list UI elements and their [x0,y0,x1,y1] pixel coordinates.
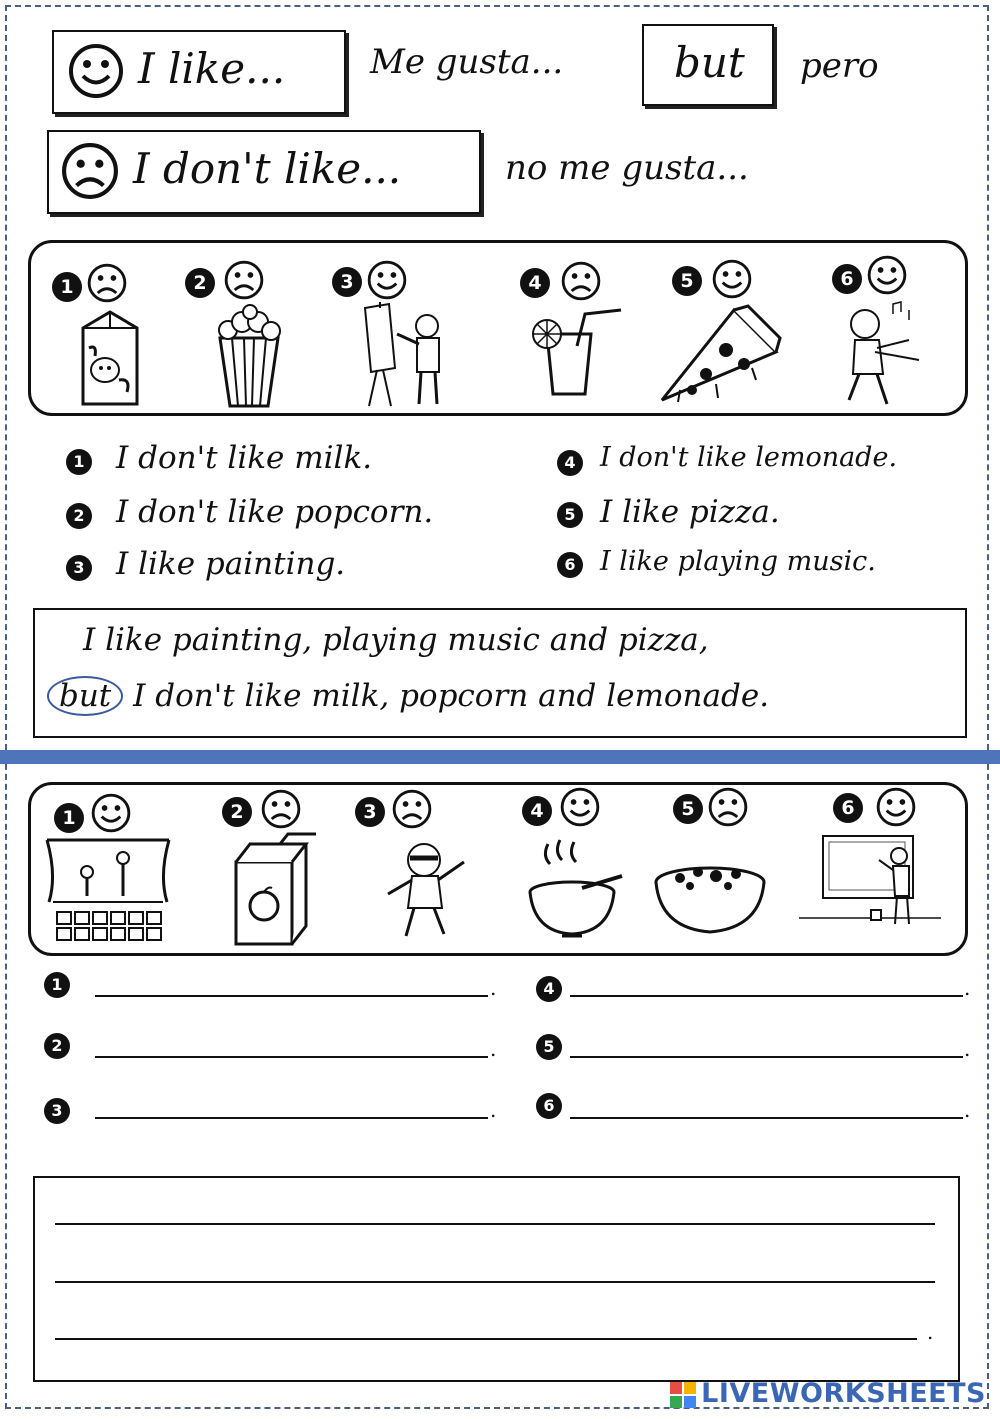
answer-line[interactable] [570,995,963,997]
like-box [52,30,346,114]
liveworksheets-logo [669,1378,986,1409]
item-number: 1 [52,272,82,302]
item-number: 4 [522,796,552,826]
milk-carton-icon [75,308,145,408]
summary-line-1: I like painting, playing music and pizza, [83,622,709,658]
answer-number: 5 [536,1034,562,1060]
like-translation: Me gusta... [370,42,564,82]
happy-face-icon [876,787,916,827]
example-sentence: I don't like popcorn. [116,494,434,530]
answer-line-end: . [490,1037,497,1061]
happy-face-icon [91,793,131,833]
item-number: 5 [672,266,702,296]
but-highlight: but [47,676,123,716]
writing-line[interactable] [55,1223,935,1225]
item-number: 6 [832,264,862,294]
answer-line[interactable] [95,995,488,997]
writing-line[interactable] [55,1281,935,1283]
example-sentence: I like playing music. [600,546,876,577]
answer-line[interactable] [95,1056,488,1058]
sad-face-icon [61,142,119,200]
happy-face-icon [712,259,752,299]
sentence-number: 6 [557,552,583,578]
sentence-number: 4 [557,450,583,476]
answer-number: 3 [44,1098,70,1124]
answer-line-end: . [490,1098,497,1122]
item-number: 3 [355,797,385,827]
happy-face-icon [367,260,407,300]
sad-face-icon [561,261,601,301]
soup-bowl-icon [526,836,626,942]
lemonade-icon [525,306,625,398]
example-panel [28,240,968,416]
happy-face-icon [68,43,124,99]
happy-face-icon [867,255,907,295]
sad-face-icon [87,263,127,303]
summary-line-2-text: I don't like milk, popcorn and lemonade. [123,678,770,714]
answer-number: 4 [536,976,562,1002]
summary-box [33,608,967,738]
example-sentence: I don't like lemonade. [600,442,898,473]
dislike-label: I don't like... [133,144,402,193]
writing-box [33,1176,960,1382]
liveworksheets-logo-icon [669,1381,697,1409]
sentence-number: 1 [66,449,92,475]
but-label: but [674,38,745,87]
answer-line[interactable] [570,1117,963,1119]
section-divider [0,750,1000,764]
sentence-number: 2 [66,503,92,529]
sentence-number: 3 [66,555,92,581]
example-sentence: I like pizza. [600,494,780,530]
summary-line-2 [47,676,769,716]
painting-boy-icon [355,300,455,410]
sad-face-icon [224,260,264,300]
violin-boy-icon [835,300,925,410]
happy-face-icon [560,787,600,827]
salad-bowl-icon [650,858,770,938]
example-sentence: I like painting. [116,546,346,582]
answer-line-end: . [964,976,971,1000]
answer-line[interactable] [95,1117,488,1119]
item-number: 3 [332,267,362,297]
but-box [642,24,774,106]
item-number: 2 [222,797,252,827]
answer-number: 2 [44,1033,70,1059]
popcorn-icon [214,304,284,408]
dislike-box [47,130,481,214]
answer-line-end: . [490,976,497,1000]
item-number: 2 [185,268,215,298]
juice-box-icon [228,832,328,948]
item-number: 1 [54,803,84,833]
dislike-translation: no me gusta... [505,148,749,188]
item-number: 4 [520,268,550,298]
sad-face-icon [261,789,301,829]
superhero-icon [378,832,478,942]
item-number: 6 [833,793,863,823]
answer-line[interactable] [570,1056,963,1058]
painting-wall-icon [795,832,945,942]
answer-number: 1 [44,972,70,998]
sad-face-icon [708,787,748,827]
sad-face-icon [392,789,432,829]
sentence-number: 5 [557,502,583,528]
writing-line-end: . [927,1320,934,1344]
like-label: I like... [138,44,286,93]
logo-text: LIVEWORKSHEETS [701,1378,986,1409]
but-translation: pero [800,46,879,86]
theater-stage-icon [43,836,173,946]
example-sentence: I don't like milk. [116,440,373,476]
answer-line-end: . [964,1037,971,1061]
item-number: 5 [673,794,703,824]
answer-number: 6 [536,1093,562,1119]
pizza-slice-icon [656,304,786,404]
answer-line-end: . [964,1098,971,1122]
writing-line[interactable] [55,1338,917,1340]
